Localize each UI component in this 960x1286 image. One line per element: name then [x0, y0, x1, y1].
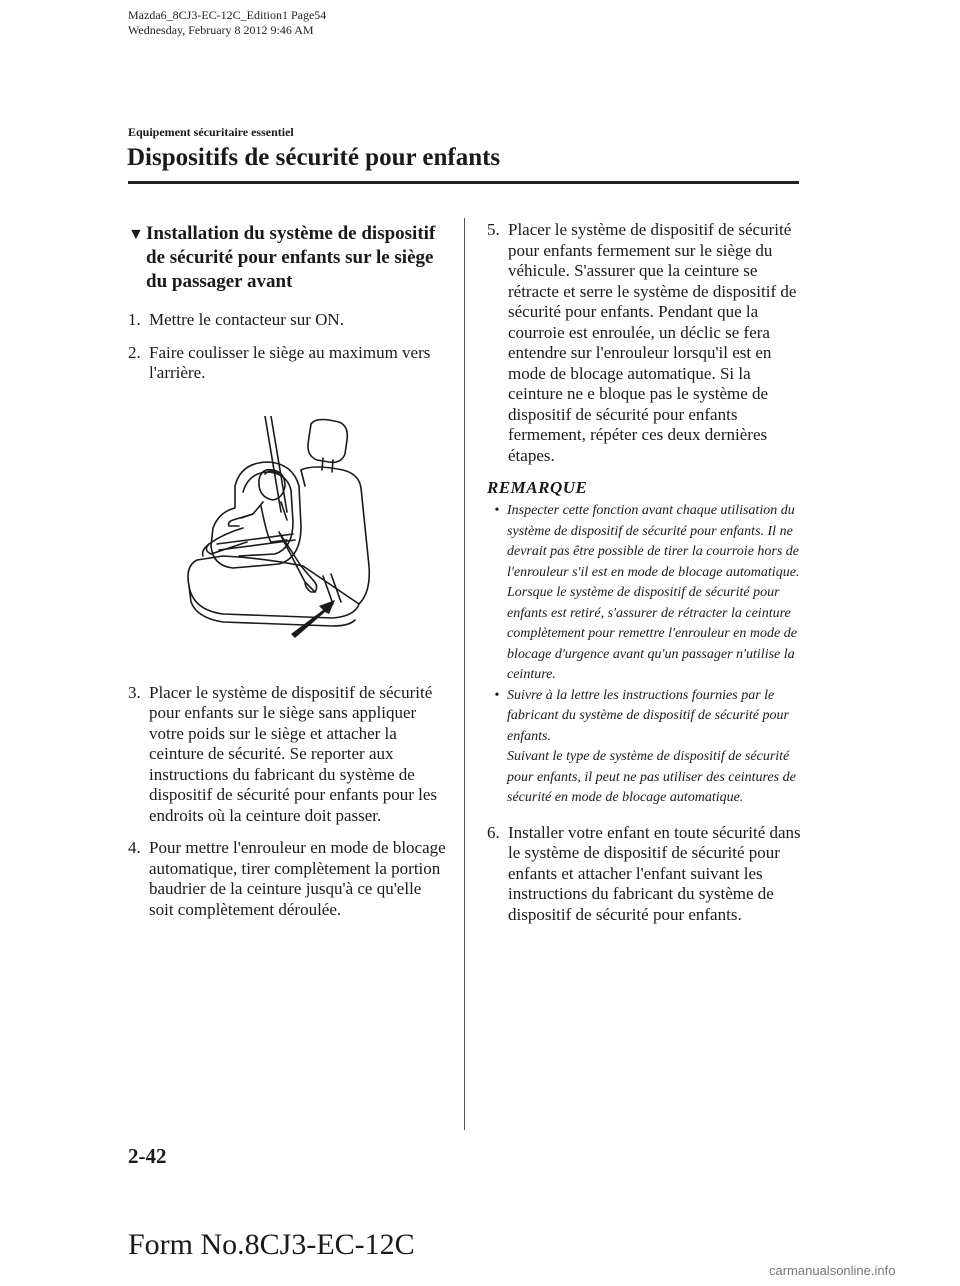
step-text: Placer le système de dispositif de sécurité pour enfants fermement sur le siège du véhicule. S'assurer que la ceinture se rétracte et serre le système de dispositif de sécurité pour enfants. Pendant que la courroie est enroulée, un déclic se fera entendre sur l'enrouleur lorsqu'il est en mode de blocage automatique. Si la ceinture ne e bloque pas le système de dispositif de sécurité pour enfants fermement, répéter ces deux dernières étapes. [508, 220, 797, 465]
print-header-line2: Wednesday, February 8 2012 9:46 AM [128, 23, 314, 37]
note-item [487, 686, 805, 748]
bullet-icon: • [494, 687, 500, 703]
note-text: Suivre à la lettre les instructions fournies par le fabricant du système de dispositif de sécurité pour enfants. [507, 687, 789, 744]
step-number: 4. [128, 838, 141, 857]
note-text: Suivant le type de système de dispositif de sécurité pour enfants, il peut ne pas utiliser des ceintures de sécurité en mode de blocage automatique. [507, 749, 796, 805]
step-text: Pour mettre l'enrouleur en mode de blocage automatique, tirer complètement la portion baudrier de la ceinture jusqu'à ce qu'elle soit complètement déroulée. [149, 838, 446, 919]
left-column [128, 222, 450, 932]
page-title: Dispositifs de sécurité pour enfants [127, 144, 501, 171]
step-number: 1. [128, 310, 141, 329]
step-number: 3. [128, 682, 141, 702]
step-number: 2. [128, 342, 141, 362]
step-text: Installer votre enfant en toute sécurité dans le système de dispositif de sécurité pour enfants et attacher l'enfant suivant les instructions du fabricant du système de dispositif de sécurité pour enfants. [508, 822, 801, 924]
bullet-icon: • [494, 503, 500, 518]
page-number: 2-42 [128, 1144, 167, 1168]
step-6 [487, 823, 805, 926]
step-1 [128, 310, 450, 331]
triangle-down-icon: ▼ [128, 226, 144, 243]
remarque-title: REMARQUE [487, 478, 588, 497]
note-text: Inspecter cette fonction avant chaque utilisation du système de dispositif de sécurité pour enfants. Il ne devrait pas être possible de tirer la courroie hors de l'enrouleur s'il est en mode de blocage automatique. Lorsque le système de dispositif de sécurité pour enfants est retiré, s'assurer de rétracter la ceinture complètement pour remettre l'enrouleur en mode de blocage d'urgence avant qu'un passager n'utilise la ceinture. [507, 503, 800, 682]
step-text: Mettre le contacteur sur ON. [149, 310, 344, 329]
form-number: Form No.8CJ3-EC-12C [128, 1228, 415, 1261]
step-text: Faire coulisser le siège au maximum vers l'arrière. [149, 342, 431, 382]
subheading-text: Installation du système de dispositif de sécurité pour enfants sur le siège du passager avant [146, 223, 436, 292]
step-5 [487, 220, 805, 466]
column-divider [464, 218, 465, 1130]
print-header [128, 8, 326, 38]
step-4 [128, 838, 450, 920]
subheading [128, 222, 450, 294]
title-divider [128, 181, 799, 184]
step-number: 5. [487, 220, 500, 239]
step-text: Placer le système de dispositif de sécurité pour enfants sur le siège sans appliquer votre poids sur le siège et attacher la ceinture de sécurité. Se reporter aux instructions du fabricant du système de dispositif de sécurité pour enfants pour les endroits où la ceinture doit passer. [149, 682, 437, 825]
note-continuation [487, 747, 805, 809]
step-3 [128, 683, 450, 827]
step-2 [128, 343, 450, 384]
watermark: carmanualsonline.info [769, 1263, 896, 1278]
right-column [487, 220, 805, 937]
step-number: 6. [487, 822, 500, 842]
print-header-line1: Mazda6_8CJ3-EC-12C_Edition1 Page54 [128, 8, 327, 22]
child-seat-illustration [183, 416, 383, 646]
section-label: Equipement sécuritaire essentiel [128, 125, 294, 139]
note-item [487, 501, 805, 686]
